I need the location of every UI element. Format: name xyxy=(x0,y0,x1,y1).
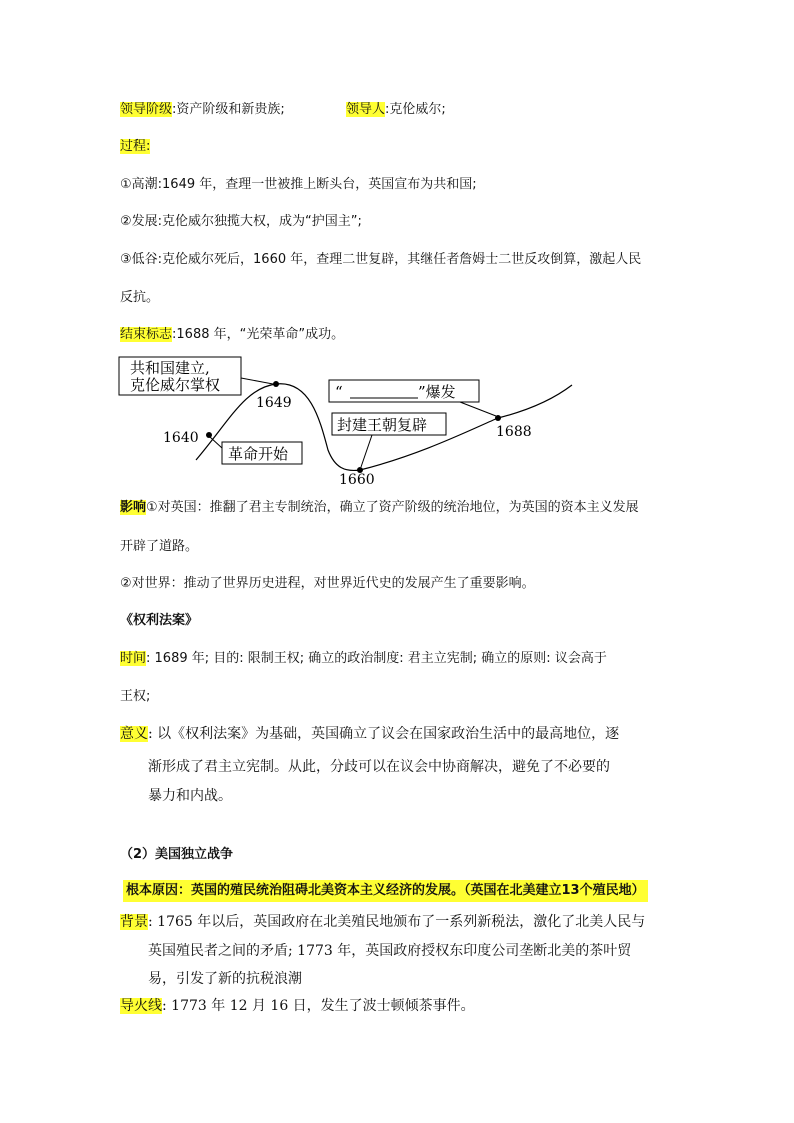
pointer-outbreak xyxy=(460,402,496,416)
box-outbreak-close: ”爆发 xyxy=(418,383,456,401)
end-mark-label: 结束标志 xyxy=(120,327,173,342)
year-1688: 1688 xyxy=(496,424,532,440)
bill-time-label: 时间 xyxy=(120,651,147,666)
bill-significance-line-1 xyxy=(120,725,619,743)
process-label: 过程: xyxy=(120,139,151,154)
impact-line-3: ②对世界：推动了世界历史进程，对世界近代史的发展产生了重要影响。 xyxy=(120,576,535,591)
year-1640: 1640 xyxy=(163,430,199,446)
leadership-class-text: :资产阶级和新贵族; xyxy=(172,102,285,117)
box-restoration-text: 封建王朝复辟 xyxy=(337,416,428,434)
leader-text: :克伦威尔; xyxy=(385,102,446,117)
american-background-text-1: : 1765 年以后，英国政府在北美殖民地颁布了一系列新税法，激化了北美人民与 xyxy=(148,914,646,930)
american-background-line-2: 英国殖民者之间的矛盾; 1773 年，英国政府授权东印度公司垄断北美的茶叶贸 xyxy=(148,943,632,959)
american-background-label: 背景 xyxy=(120,914,148,930)
american-fuse-line xyxy=(120,997,475,1015)
leadership-class-label: 领导阶级 xyxy=(120,102,173,117)
end-mark-text: :1688 年，“光荣革命”成功。 xyxy=(172,327,345,342)
impact-line-2: 开辟了道路。 xyxy=(120,539,199,554)
year-1660: 1660 xyxy=(339,472,375,488)
box-republic-text-2: 克伦威尔掌权 xyxy=(130,376,221,394)
american-fuse-label: 导火线 xyxy=(120,998,162,1014)
american-background-line-1 xyxy=(120,913,645,931)
box-revolution-text: 革命开始 xyxy=(228,445,289,463)
process-low-2: 反抗。 xyxy=(120,290,160,305)
process-development: ②发展:克伦威尔独揽大权，成为“护国主”; xyxy=(120,214,362,229)
box-outbreak xyxy=(329,380,479,402)
process-peak: ①高潮:1649 年，查理一世被推上断头台，英国宣布为共和国; xyxy=(120,177,477,192)
pointer-revolution xyxy=(210,437,222,448)
bill-time-line-2: 王权; xyxy=(120,689,151,704)
point-1640 xyxy=(206,432,212,438)
bill-significance-label: 意义 xyxy=(120,726,148,742)
point-1649 xyxy=(273,381,279,387)
bill-time-line xyxy=(120,650,607,668)
bill-time-text: : 1689 年; 目的: 限制王权; 确立的政治制度: 君主立宪制; 确立的原则: 议会高于 xyxy=(146,651,607,666)
american-fuse-text: : 1773 年 12 月 16 日，发生了波士顿倾茶事件。 xyxy=(162,998,475,1014)
american-heading: （2）美国独立战争 xyxy=(120,847,234,862)
bill-significance-text-1: : 以《权利法案》为基础，英国确立了议会在国家政治生活中的最高地位，逐 xyxy=(148,726,620,742)
year-1649: 1649 xyxy=(256,395,292,411)
impact-text-1: ①对英国：推翻了君主专制统治，确立了资产阶级的统治地位，为英国的资本主义发展 xyxy=(146,500,639,515)
pointer-republic xyxy=(241,378,273,384)
impact-line-1 xyxy=(120,499,639,517)
process-low-1: ③低谷:克伦威尔死后，1660 年，查理二世复辟，其继任者詹姆士二世反攻倒算，激起人民 xyxy=(120,252,642,267)
box-republic-text-1: 共和国建立, xyxy=(130,359,210,377)
pointer-restoration xyxy=(361,435,372,467)
impact-label: 影响 xyxy=(120,500,147,515)
bill-significance-line-3: 暴力和内战。 xyxy=(148,788,232,804)
american-root-cause: 根本原因：英国的殖民统治阻碍北美资本主义经济的发展。（英国在北美建立13个殖民地） xyxy=(123,880,648,902)
bill-significance-line-2: 渐形成了君主立宪制。从此，分歧可以在议会中协商解决，避免了不必要的 xyxy=(148,759,610,775)
american-background-line-3: 易，引发了新的抗税浪潮 xyxy=(148,971,302,987)
leader-label: 领导人 xyxy=(346,102,386,117)
bill-of-rights-title: 《权利法案》 xyxy=(120,613,199,628)
box-outbreak-open: “ xyxy=(335,383,343,401)
